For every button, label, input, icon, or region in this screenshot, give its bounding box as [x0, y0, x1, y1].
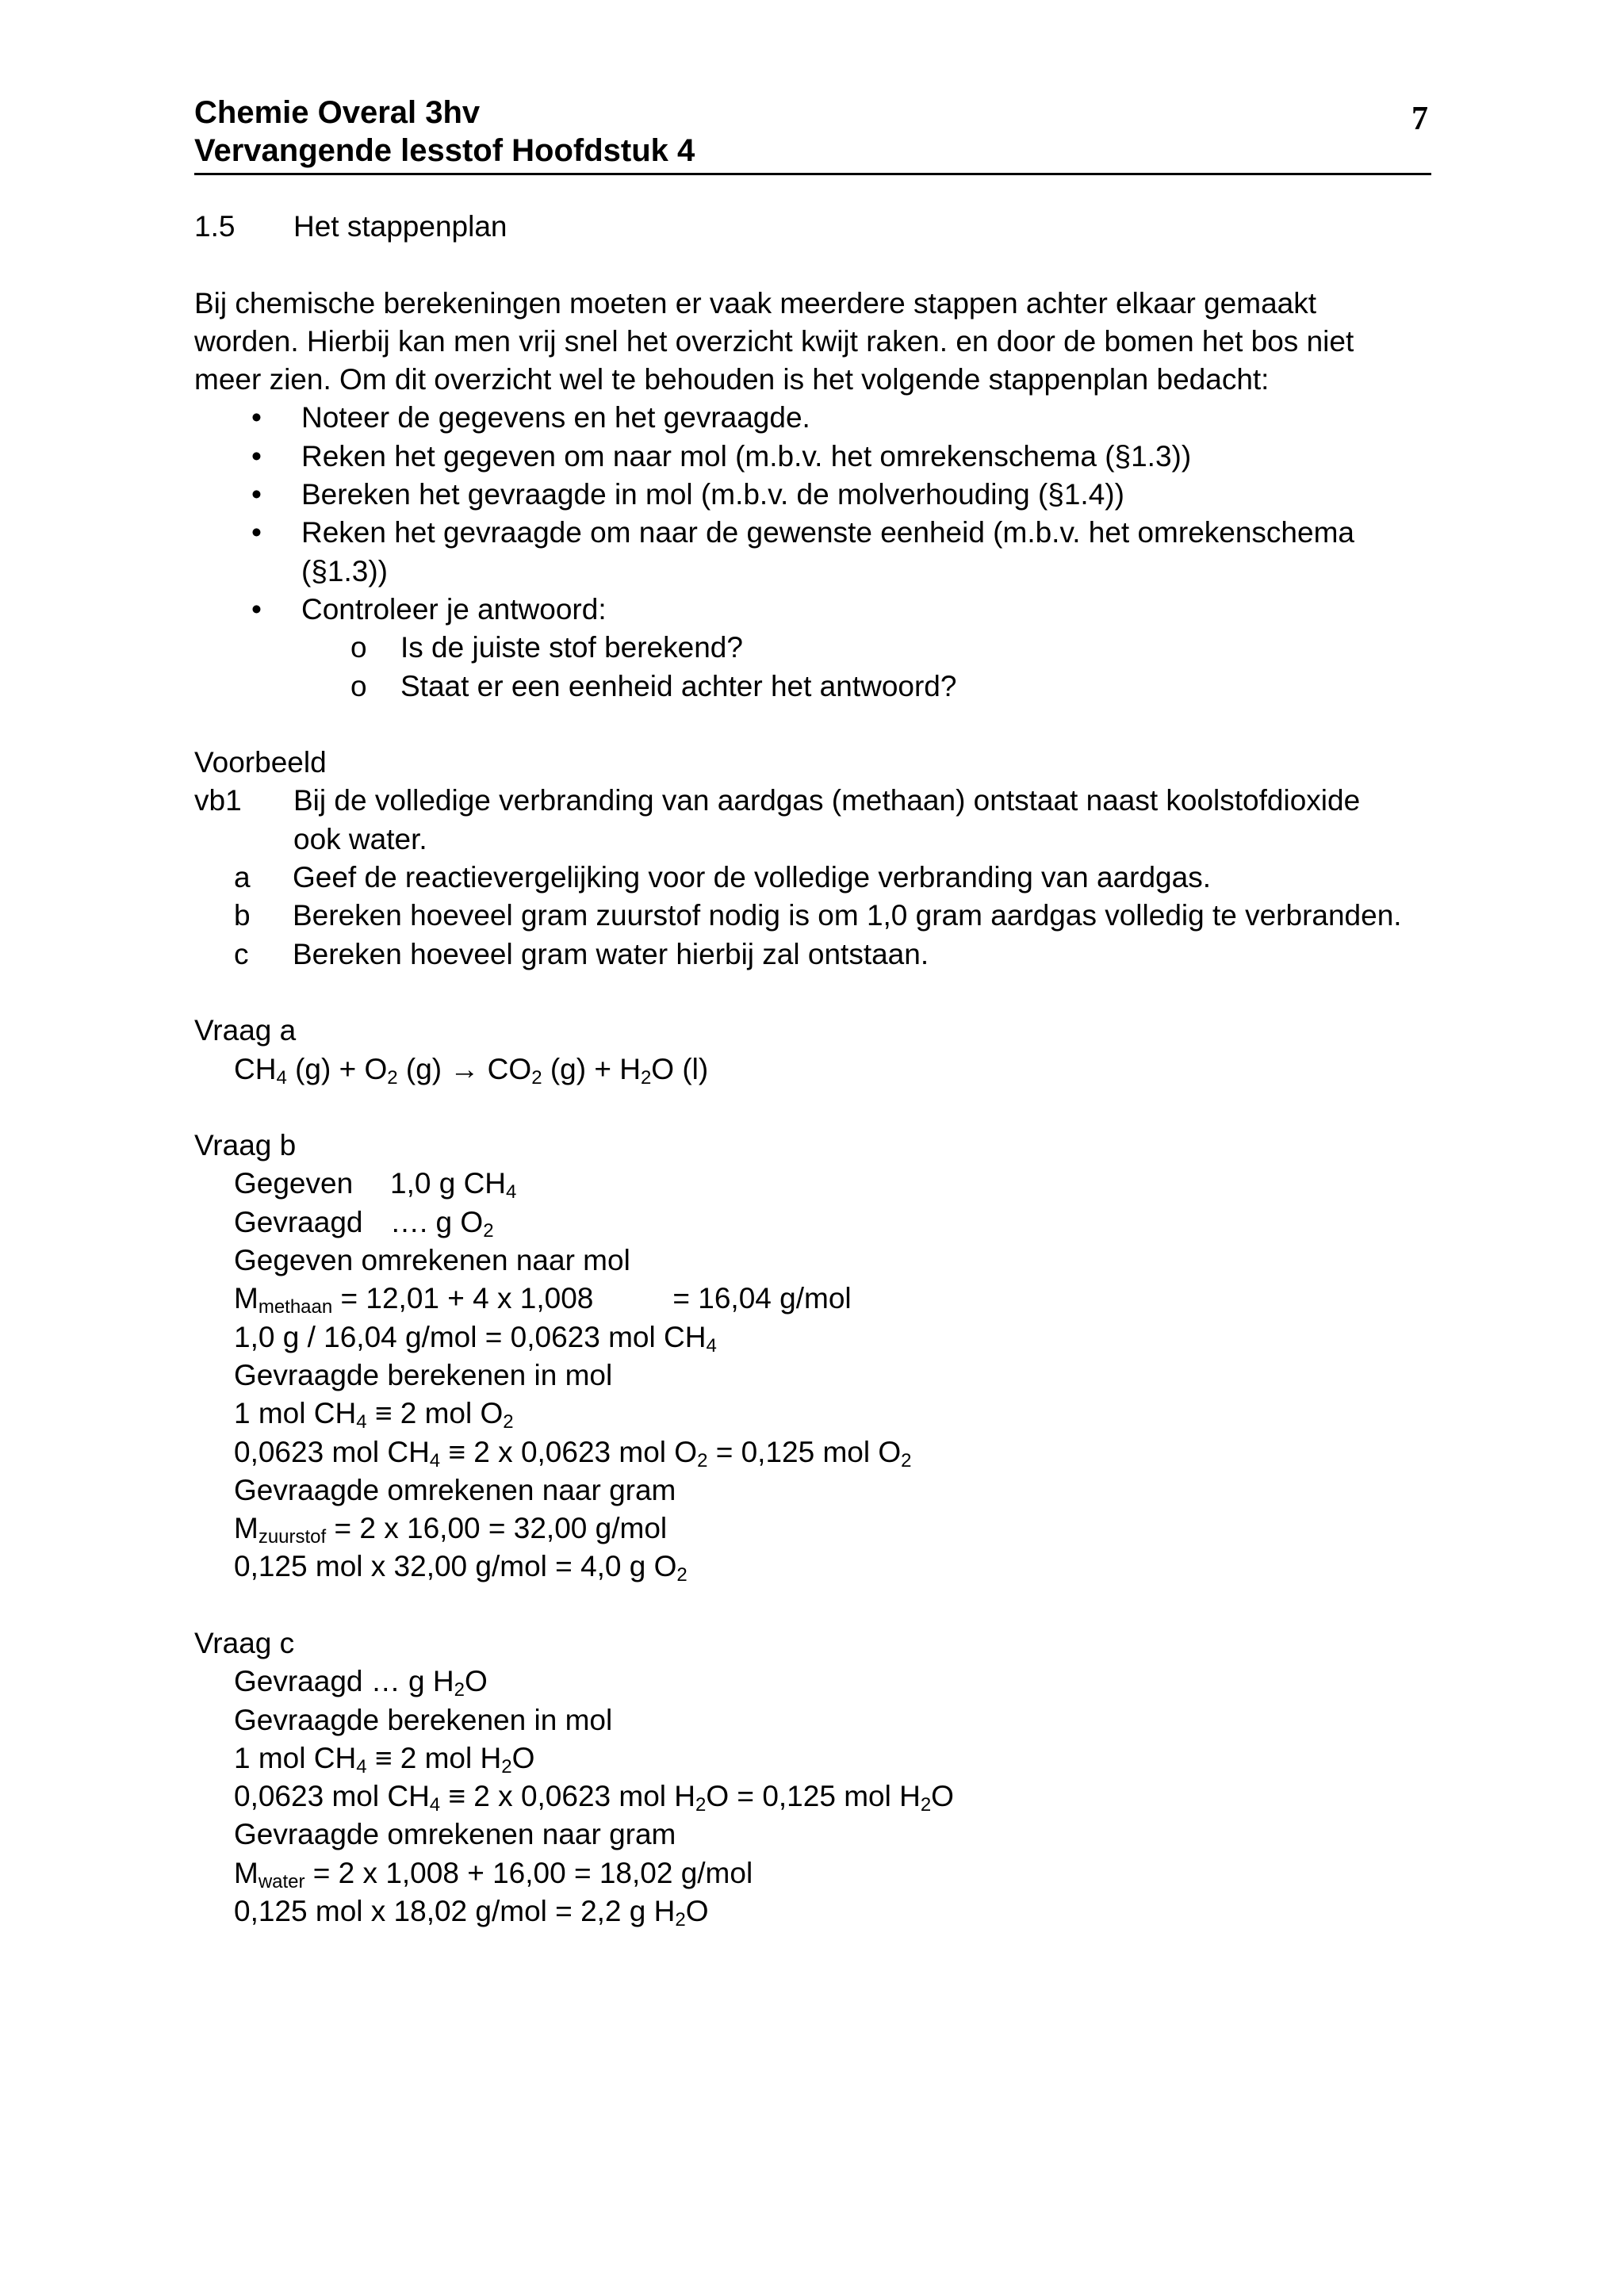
example-statement [194, 782, 1447, 859]
molar-mass-line: $M_{water} = 2$ x 1,008 + 16,00 = 18,02 g/mol [234, 1856, 753, 1892]
intro-line: worden. Hierbij kan men vrij snel het overzicht kwijt raken. en door de bomen het bos niet [194, 324, 1354, 358]
vraag-c-heading: Vraag c [194, 1626, 295, 1659]
example-text: Bij de volledige verbranding van aardgas (methaan) ontstaat naast koolstofdioxide [293, 784, 1361, 817]
question-text: Bereken hoeveel gram water hierbij zal ontstaan. [293, 937, 929, 970]
step-heading: Gevraagde omrekenen naar gram [234, 1473, 676, 1506]
example-heading: Voorbeeld [194, 746, 327, 779]
check-list [301, 629, 1447, 706]
intro-line: Bij chemische berekeningen moeten er vaak meerdere stappen achter elkaar gemaakt [194, 286, 1317, 320]
check-item: o Is de juiste stof berekend? [301, 629, 1447, 667]
section-title: Het stappenplan [293, 210, 508, 243]
step-heading: Gevraagde berekenen in mol [234, 1358, 613, 1391]
calc-line: 1,0 g / 16,04 g/mol = 0,0623 mol $CH_4$ [234, 1320, 717, 1357]
calc-line: 0,0623 mol $CH_4 \equiv 2$ x 0,0623 mol $H_2O = 0,125$ mol $H_2O$ [234, 1780, 954, 1816]
step-item: • Noteer de gegevens en het gevraagde. [194, 399, 1447, 437]
step-text: Controleer je antwoord: [301, 592, 607, 626]
page-header [194, 94, 1431, 175]
header-title: Chemie Overal 3hv [194, 95, 481, 130]
molar-mass-line: $M_{methaan} = 12,01 + 4$ x 1,008 = 16,04 g/mol [234, 1282, 852, 1318]
question-text: Bereken hoeveel gram zuurstof nodig is om 1,0 gram aardgas volledig te verbranden. [293, 899, 1402, 932]
example-question [194, 897, 1447, 935]
question-text: Geef de reactievergelijking voor de volledige verbranding van aardgas. [293, 861, 1211, 894]
page-number: 7 [1411, 101, 1428, 137]
section-heading [194, 208, 1447, 246]
vraag-a-heading: Vraag a [194, 1014, 297, 1047]
question-letter: b [234, 899, 251, 932]
example-text: ook water. [293, 822, 427, 855]
ratio-line: 1 mol $CH_4 \equiv 2$ mol $O_2$ [234, 1397, 514, 1433]
example-label: vb1 [194, 784, 242, 817]
reaction-equation: $CH_4$ $(g) + O_2$ $(g) \to CO_2$ $(g) + H_2O$ (l) [234, 1052, 709, 1089]
ratio-line: 1 mol $CH_4 \equiv 2$ mol $H_2O$ [234, 1741, 535, 1777]
step-heading: Gegeven omrekenen naar mol [234, 1244, 630, 1277]
example-question [194, 936, 1447, 974]
step-list [194, 399, 1447, 705]
step-heading: Gevraagde omrekenen naar gram [234, 1818, 676, 1851]
intro-paragraph [194, 285, 1447, 400]
step-item: • Reken het gevraagde om naar de gewenste eenheid (m.b.v. het omrekenschema (§1.3)) [194, 514, 1447, 591]
asked-line: Gevraagd … g $H_2O$ [234, 1665, 488, 1701]
section-number: 1.5 [194, 210, 236, 243]
step-heading: Gevraagde berekenen in mol [234, 1703, 613, 1736]
document-body [194, 208, 1447, 1931]
example-question [194, 859, 1447, 897]
calc-line: 0,125 mol x 32,00 g/mol = 4,0 g $O_2$ [234, 1550, 688, 1586]
molar-mass-line: $M_{zuurstof} = 2$ x 16,00 = 32,00 g/mol [234, 1512, 668, 1548]
calc-line: 0,125 mol x 18,02 g/mol = 2,2 g $H_2O$ [234, 1895, 709, 1931]
vraag-b-heading: Vraag b [194, 1129, 297, 1162]
intro-line: meer zien. Om dit overzicht wel te behouden is het volgende stappenplan bedacht: [194, 363, 1270, 396]
given-line: Gegeven 1,0 g $CH_4$ [234, 1167, 517, 1203]
header-subtitle: Vervangende lesstof Hoofdstuk 4 [194, 133, 695, 168]
asked-line: Gevraagd …. g $O_2$ [234, 1205, 494, 1242]
step-item [194, 591, 1447, 706]
step-item: • Reken het gegeven om naar mol (m.b.v. het omrekenschema (§1.3)) [194, 438, 1447, 476]
question-letter: a [234, 861, 251, 894]
question-letter: c [234, 937, 249, 970]
check-item: o Staat er een eenheid achter het antwoord? [301, 668, 1447, 706]
step-item: • Bereken het gevraagde in mol (m.b.v. de molverhouding (§1.4)) [194, 476, 1447, 514]
calc-line: 0,0623 mol $CH_4 \equiv 2$ x 0,0623 mol $O_2 = 0,125$ mol $O_2$ [234, 1435, 912, 1471]
